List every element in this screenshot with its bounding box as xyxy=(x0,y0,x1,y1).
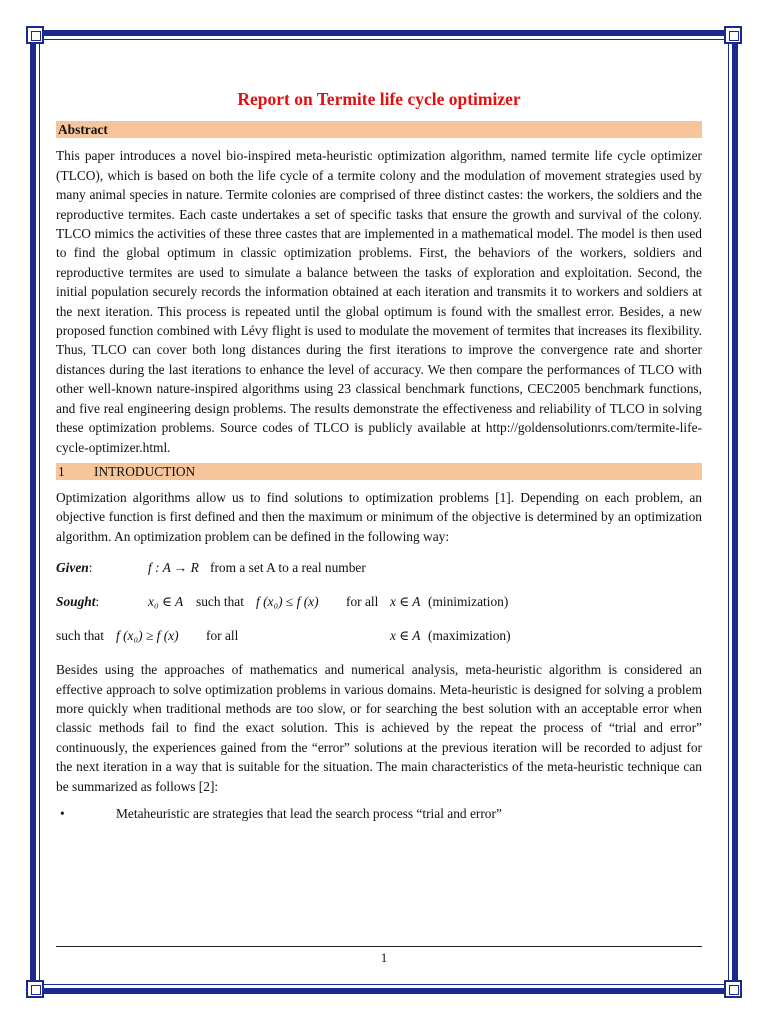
max-kind: (maximization) xyxy=(428,628,511,644)
abstract-heading-text: Abstract xyxy=(58,122,108,138)
introduction-heading xyxy=(56,463,702,480)
bullet-text: Metaheuristic are strategies that lead the search process “trial and error” xyxy=(116,805,502,821)
abstract-heading xyxy=(56,121,702,138)
bullet-item xyxy=(56,804,702,823)
sought-forall: for all xyxy=(346,594,379,610)
given-label: Given xyxy=(56,560,89,576)
sought-such-that: such that xyxy=(196,594,244,610)
max-prefix: such that xyxy=(56,628,104,644)
corner-ornament-icon xyxy=(26,980,44,998)
max-forall: for all xyxy=(206,628,239,644)
document-title: Report on Termite life cycle optimizer xyxy=(237,89,521,109)
max-condition: f (x₀) ≥ f (x) xyxy=(116,628,179,644)
sought-formula: x₀ ∈ A xyxy=(148,594,184,610)
max-domain: x ∈ A xyxy=(390,628,421,644)
sought-kind: (minimization) xyxy=(428,594,509,610)
sought-line: Sought: x₀ ∈ A such that f (x₀) ≤ f (x) for all x ∈ A (minimization) xyxy=(56,592,702,614)
given-formula: f : A → R xyxy=(148,560,199,576)
corner-ornament-icon xyxy=(724,980,742,998)
given-text: from a set A to a real number xyxy=(210,560,366,576)
sought-label: Sought xyxy=(56,594,96,610)
sought-domain: x ∈ A xyxy=(390,594,421,610)
maximization-line xyxy=(56,626,702,648)
abstract-text: This paper introduces a novel bio-inspired meta-heuristic optimization algorithm, named termite life cycle optimizer (TLCO), which is based on both the life cycle of a termite colony and the modulation of movement strategies used by many animal species in nature. Termite colonies are comprised of three distinct castes: the workers, the soldiers and the reproductive termites. Each caste undertakes a set of specific tasks that ensure the growth and survival of the colony. TLCO mimics the activities of these three castes that are implemented in a mathematical model. The model is then used to find the global optimum in classic optimization problems. First, the behaviors of the workers, soldiers and reproductive termites are used to simulate a balance between the tasks of exploration and exploitation. Second, the initial population securely records the information obtained at each iteration and transmits it to workers and soldiers at the next iteration. This process is repeated until the global optimum is found with the smallest error. Besides, a new proposed function combined with Lévy flight is used to modulate the movement of termites that increases its flexibility. Thus, TLCO can cover both long distances during the first iterations to improve the convergence rate and shorter distances during the last iterations to enhance the level of accuracy. We then compare the performances of TLCO with other well-known nature-inspired algorithms using 23 classical benchmark functions, CEC2005 benchmark functions, and five real engineering design problems. The results demonstrate the effectiveness and reliability of TLCO in solving these optimization problems. Source codes of TLCO is publicly available at http://goldensolutionrs.com/termite-life-cycle-optimizer.html. xyxy=(56,148,702,455)
sought-condition: f (x₀) ≤ f (x) xyxy=(256,594,319,610)
bullet-icon: • xyxy=(60,805,65,821)
intro-paragraph-1: Optimization algorithms allow us to find solutions to optimization problems [1]. Depending on each problem, an objective function is first defined and then the maximum or minimum of the objective is determined by an optimization algorithm. An optimization problem can be defined in the following way: xyxy=(56,489,702,544)
corner-ornament-icon xyxy=(724,26,742,44)
given-line: Given: f : A → R from a set A to a real number xyxy=(56,558,702,580)
section-title: INTRODUCTION xyxy=(94,463,196,479)
intro-paragraph-2: Besides using the approaches of mathematics and numerical analysis, meta-heuristic algorithm is considered an effective approach to solve optimization problems in various domains. Meta-heuristic is designed for solving a problem more quickly when traditional methods are too slow, or for searching the best solution with an acceptable error when classic methods fail to find the exact solution. This is achieved by the repeat the process of “trial and error” continuously, the experiences gained from the “error” solutions at the previous iteration will be recorded to adjust for the next iteration in a way that is suitable for the situation. The main characteristics of the meta-heuristic technique can be summarized as follows [2]: xyxy=(56,662,702,794)
corner-ornament-icon xyxy=(26,26,44,44)
section-number: 1 xyxy=(58,463,65,479)
document-body xyxy=(56,82,702,823)
page-number: 1 xyxy=(380,950,388,965)
footer-rule xyxy=(56,946,702,947)
